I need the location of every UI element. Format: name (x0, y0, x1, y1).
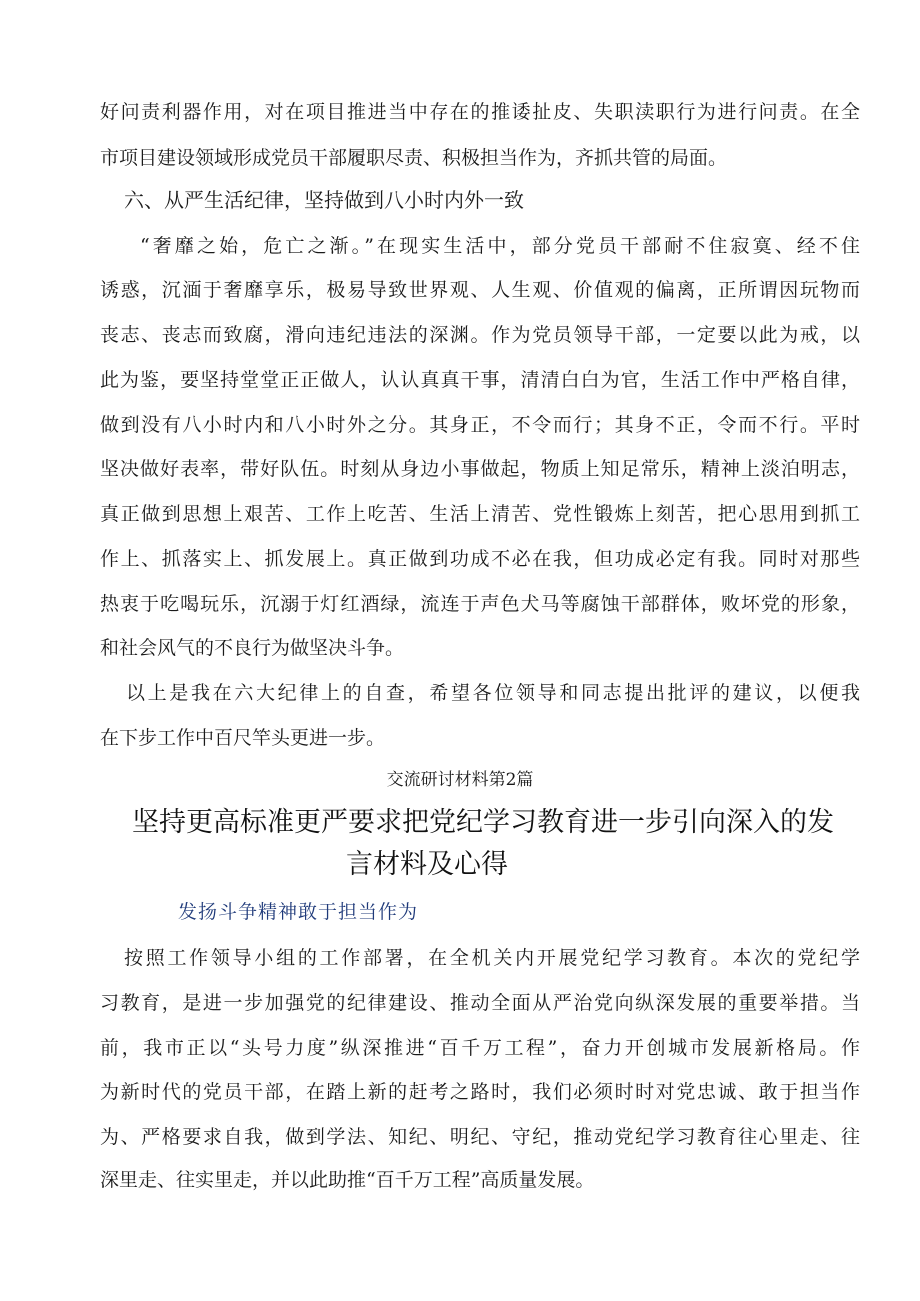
paragraph-line: 以上是我在六大纪律上的自查，希望各位领导和同志提出批评的建议，以便我 (126, 682, 860, 704)
paragraph-line: 为新时代的党员干部，在踏上新的赶考之路时，我们必须时时对党忠诚、敢于担当作 (100, 1081, 860, 1103)
paragraph-line: 诱惑，沉湎于奢靡享乐，极易导致世界观、人生观、价值观的偏离，正所谓因玩物而 (100, 279, 860, 301)
paragraph-line: 和社会风气的不良行为做坚决斗争。 (100, 637, 405, 659)
paragraph-line: 此为鉴，要坚持堂堂正正做人，认认真真干事，清清白白为官，生活工作中严格自律， (100, 369, 860, 391)
paragraph-line: 做到没有八小时内和八小时外之分。其身正，不令而行；其身不正，令而不行。平时 (100, 414, 860, 436)
paragraph-line: 作上、抓落实上、抓发展上。真正做到功成不必在我，但功成必定有我。同时对那些 (100, 548, 860, 570)
paragraph-line: 为、严格要求自我，做到学法、知纪、明纪、守纪，推动党纪学习教育往心里走、往 (100, 1126, 860, 1148)
paragraph-line: 按照工作领导小组的工作部署，在全机关内开展党纪学习教育。本次的党纪学 (124, 947, 860, 969)
article-label: 交流研讨材料第2篇 (386, 770, 534, 790)
paragraph-line: 深里走、往实里走，并以此助推“百千万工程”高质量发展。 (100, 1169, 595, 1191)
paragraph-line: 坚决做好表率，带好队伍。时刻从身边小事做起，物质上知足常乐，精神上淡泊明志， (100, 458, 860, 480)
article-title-continued: 言材料及心得 (346, 849, 508, 880)
paragraph-line: 真正做到思想上艰苦、工作上吃苦、生活上清苦、党性锻炼上刻苦，把心思用到抓工 (100, 503, 860, 525)
section-heading: 六、从严生活纪律，坚持做到八小时内外一致 (124, 188, 524, 212)
paragraph-line: 前，我市正以“头号力度”纵深推进“百千万工程”，奋力开创城市发展新格局。作 (100, 1037, 860, 1059)
paragraph-line: “奢靡之始，危亡之渐。”在现实生活中，部分党员干部耐不住寂寞、经不住 (140, 235, 860, 257)
article-title: 坚持更高标准更严要求把党纪学习教育进一步引向深入的发 (132, 807, 834, 838)
article-subtitle: 发扬斗争精神敢于担当作为 (178, 901, 419, 923)
paragraph-line: 丧志、丧志而致腐，滑向违纪违法的深渊。作为党员领导干部，一定要以此为戒，以 (100, 324, 860, 346)
paragraph-line: 热衷于吃喝玩乐，沉溺于灯红酒绿，流连于声色犬马等腐蚀干部群体，败坏党的形象， (100, 593, 860, 615)
paragraph-line: 市项目建设领域形成党员干部履职尽责、积极担当作为，齐抓共管的局面。 (100, 147, 728, 169)
paragraph-line: 在下步工作中百尺竿头更进一步。 (100, 727, 386, 749)
paragraph-line: 好问责利器作用，对在项目推进当中存在的推诿扯皮、失职渎职行为进行问责。在全 (100, 101, 860, 123)
paragraph-line: 习教育，是进一步加强党的纪律建设、推动全面从严治党向纵深发展的重要举措。当 (100, 992, 860, 1014)
